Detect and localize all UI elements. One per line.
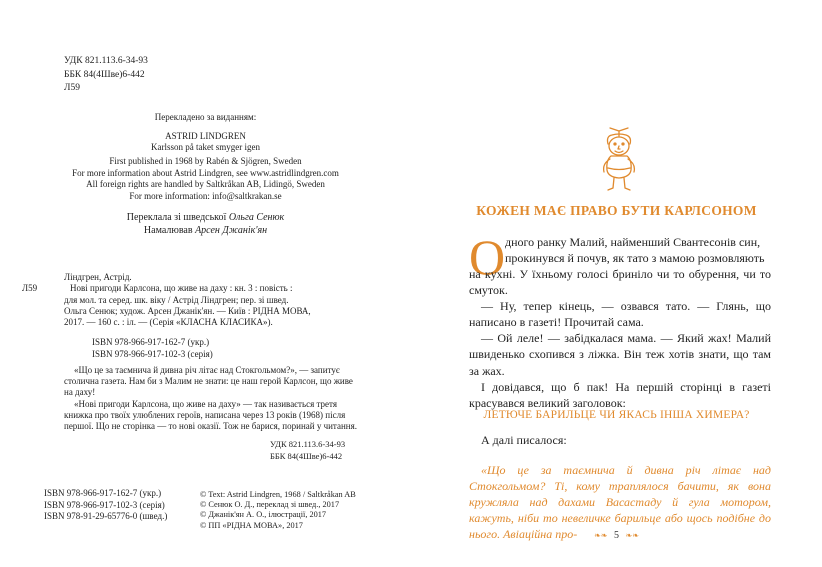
body-line: прокинувся й почув, як тато з мамою розмовляють <box>505 251 765 265</box>
illustrator-credit: Намалював Арсен Джанік'ян <box>143 225 268 236</box>
right-page <box>411 0 822 567</box>
copyright-line: © Джанік'ян А. О., ілюстрації, 2017 <box>200 510 327 520</box>
copyright-block <box>200 490 356 531</box>
isbn-line: ISBN 978-966-917-162-7 (укр.) <box>92 337 210 347</box>
rights-line: All foreign rights are handled by Saltkråkan AB, Lidingö, Sweden <box>86 179 325 189</box>
edition-line: Нові пригоди Карлсона, що живе на даху : кн. 3 : повість : <box>70 283 293 294</box>
body-paragraph: І довідався, що б пак! На першій сторінці в газеті красувався великий заголовок: <box>469 379 771 410</box>
body-paragraph: — Ну, тепер кінець, — озвався тато. — Глянь, що написано в газеті! Прочитай сама. <box>469 299 771 330</box>
isbn-footer <box>44 488 167 523</box>
udk-code: УДК 821.113.6-34-93 <box>270 439 346 449</box>
intro-line: А далі писалося: <box>481 433 567 447</box>
annotation <box>64 365 360 432</box>
rights-line: First published in 1968 by Rabén & Sjögren, Sweden <box>109 156 302 166</box>
edition-line: для мол. та серед. шк. віку / Астрід Ліндгрен; пер. зі швед. <box>64 294 289 305</box>
edition-line: 2017. — 160 с. : іл. — (Серія «КЛАСНА КЛАСИКА»). <box>64 317 273 328</box>
body-text <box>469 266 771 411</box>
rights-block <box>0 156 411 202</box>
source-author: ASTRID LINDGREN <box>165 130 246 141</box>
drop-cap: О <box>469 229 506 285</box>
rights-line: For more information: info@saltkrakan.se <box>129 190 282 201</box>
copyright-line: © Text: Astrid Lindgren, 1968 / Saltkråkan AB <box>200 490 356 499</box>
edition-description <box>64 272 311 328</box>
edition-line: Ліндгрен, Астрід. <box>64 272 132 282</box>
ornament-icon: ❧❧ <box>594 531 608 540</box>
annotation-paragraph: «Що це за таємнича й дивна річ літає над Стокгольмом?», — запитує столична газета. Нам би з Малим не знати: це наш герой Карлсон, що живе на даху! <box>64 365 353 398</box>
source-label: Перекладено за виданням: <box>154 112 257 122</box>
page-number-footer <box>411 530 822 541</box>
isbn-line: ISBN 978-966-917-162-7 (укр.) <box>44 488 162 498</box>
credits-block <box>0 211 411 237</box>
isbn-line: ISBN 978-966-917-102-3 (серія) <box>44 499 165 510</box>
translator-credit: Переклала зі шведської Ольга Сенюк <box>126 212 285 223</box>
ornament-icon: ❧❧ <box>625 531 639 540</box>
body-paragraph: на кухні. У їхньому голосі бриніло чи то обурення, чи то смуток. <box>469 267 771 298</box>
copyright-line: © ПП «РІДНА МОВА», 2017 <box>200 520 303 530</box>
karlsson-illustration <box>592 122 646 196</box>
annotation-paragraph: «Нові пригоди Карлсона, що живе на даху» — так називається третя книжка про твоїх улюблених героїв, написана через 13 років (1968) після першої. Що не сторінка — то нові оказії. Тож не барися, поринай у читання. <box>64 398 357 432</box>
isbn-line: ISBN 978-91-29-65776-0 (швед.) <box>44 511 168 521</box>
author-index: Л59 <box>64 83 80 94</box>
newspaper-headline: ЛЕТЮЧЕ БАРИЛЬЦЕ ЧИ ЯКАСЬ ІНША ХИМЕРА? <box>483 409 750 421</box>
classification-repeat <box>270 439 345 462</box>
bbk-code: ББК 84(4Шве)6-442 <box>270 450 343 461</box>
translation-source <box>0 112 411 154</box>
chapter-title: КОЖЕН МАЄ ПРАВО БУТИ КАРЛСОНОМ <box>476 203 757 218</box>
udk-code: УДК 821.113.6-34-93 <box>64 56 148 66</box>
page-number: 5 <box>614 530 619 541</box>
source-title: Karlsson på taket smyger igen <box>151 142 260 152</box>
body-paragraph: — Ой леле! — забідкалася мама. — Який жах! Малий швиденько схопився з ліжка. Він теж хотів знати, що там за жах. <box>469 331 771 378</box>
copyright-line: © Сенюк О. Д., переклад зі швед., 2017 <box>200 500 340 510</box>
body-line: дного ранку Малий, найменший Свантесонів син, <box>505 235 761 249</box>
classification-block <box>64 55 148 96</box>
isbn-line: ISBN 978-966-917-102-3 (серія) <box>92 348 213 359</box>
edition-index: Л59 <box>22 283 38 293</box>
bbk-code: ББК 84(4Шве)6-442 <box>64 69 145 80</box>
rights-line: For more information about Astrid Lindgren, see www.astridlindgren.com <box>72 167 339 178</box>
newspaper-quote: «Що це за таємнича й дивна річ літає над Стокгольмом? Ті, кому траплялося бачити, як вона кружляла над дахами Васастаду й гула мотором, кажуть, ніби то невеличке барильце або щось подібне до нього. Авіаційна про- <box>469 463 771 542</box>
edition-isbn <box>92 337 213 360</box>
edition-line: Ольга Сенюк; худож. Арсен Джанік'ян. — Київ : РІДНА МОВА, <box>64 305 311 316</box>
